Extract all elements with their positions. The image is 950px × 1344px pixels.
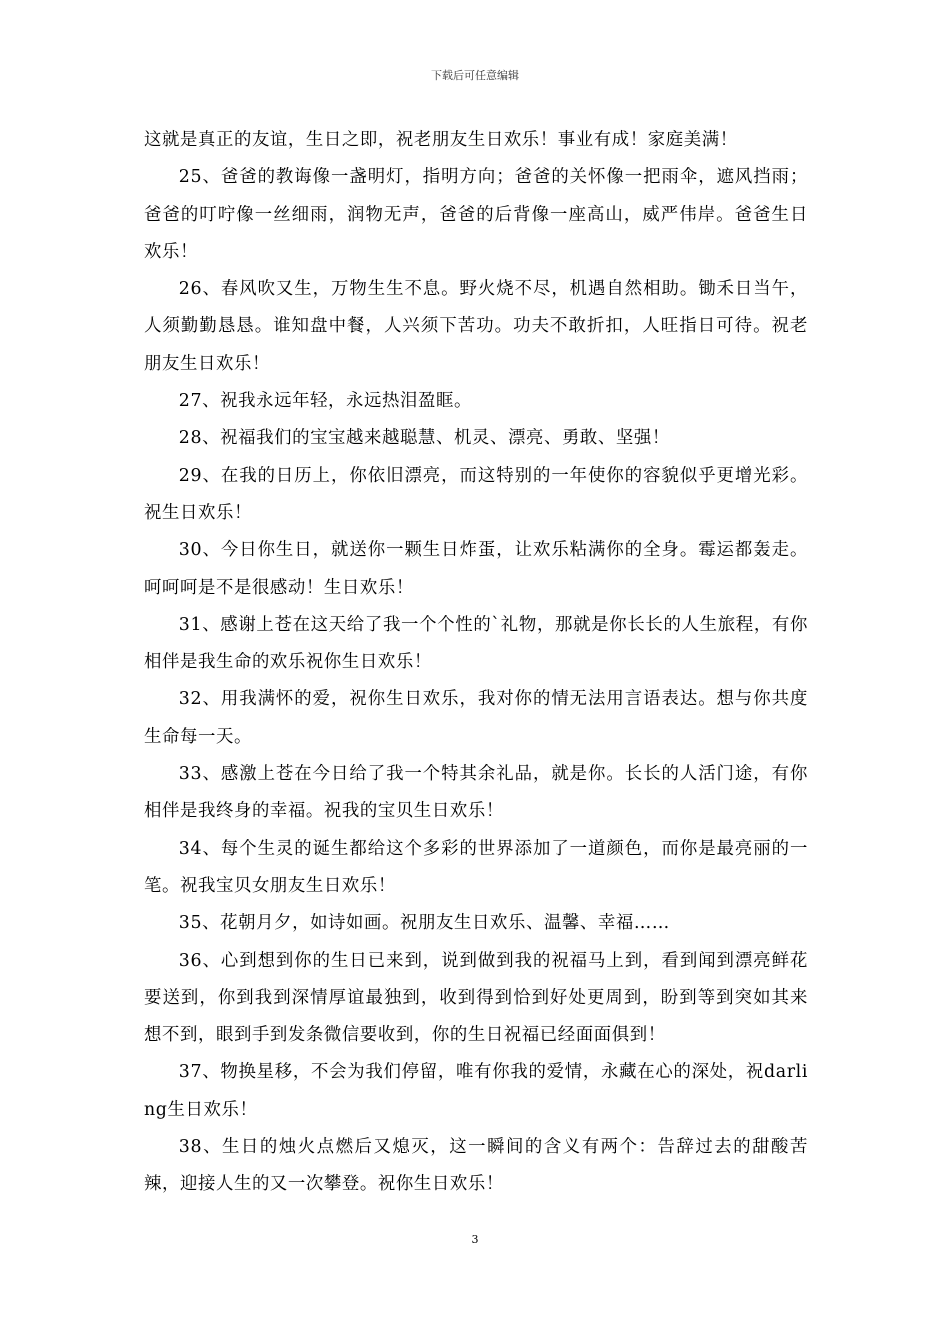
document-body — [144, 122, 808, 1204]
paragraph: 30、今日你生日，就送你一颗生日炸蛋，让欢乐粘满你的全身。霉运都轰走。呵呵呵是不是很感动！生日欢乐！ — [144, 540, 808, 598]
page-number: 3 — [471, 1233, 479, 1246]
paragraph: 25、爸爸的教诲像一盏明灯，指明方向；爸爸的关怀像一把雨伞，遮风挡雨；爸爸的叮咛像一丝细雨，润物无声，爸爸的后背像一座高山，威严伟岸。爸爸生日欢乐！ — [144, 167, 808, 262]
paragraph: 29、在我的日历上，你依旧漂亮，而这特别的一年使你的容貌似乎更增光彩。祝生日欢乐！ — [144, 465, 808, 523]
paragraph: 37、物换星移，不会为我们停留，唯有你我的爱情，永藏在心的深处，祝darling生日欢乐！ — [144, 1062, 808, 1120]
paragraph: 27、祝我永远年轻，永远热泪盈眶。 — [178, 391, 472, 412]
paragraph: 35、花朝月夕，如诗如画。祝朋友生日欢乐、温馨、幸福…… — [178, 913, 670, 934]
paragraph: 28、祝福我们的宝宝越来越聪慧、机灵、漂亮、勇敢、坚强！ — [178, 428, 670, 449]
paragraph: 这就是真正的友谊，生日之即，祝老朋友生日欢乐！事业有成！家庭美满！ — [144, 130, 738, 150]
page-header: 下载后可任意编辑 — [431, 69, 519, 82]
paragraph: 32、用我满怀的爱，祝你生日欢乐，我对你的情无法用言语表达。想与你共度生命每一天。 — [144, 689, 808, 747]
paragraph: 26、春风吹又生，万物生生不息。野火烧不尽，机遇自然相助。锄禾日当午，人须勤勤恳恳。谁知盘中餐，人兴须下苦功。功夫不敢折扣，人旺指日可待。祝老朋友生日欢乐！ — [144, 279, 808, 374]
paragraph: 38、生日的烛火点燃后又熄灭，这一瞬间的含义有两个：告辞过去的甜酸苦辣，迎接人生的又一次攀登。祝你生日欢乐！ — [144, 1137, 808, 1195]
paragraph: 36、心到想到你的生日已来到，说到做到我的祝福马上到，看到闻到漂亮鲜花要送到，你到我到深情厚谊最独到，收到得到恰到好处更周到，盼到等到突如其来想不到，眼到手到发条微信要收到，你的生日祝福已经面面俱到！ — [144, 950, 808, 1046]
paragraph: 31、感谢上苍在这天给了我一个个性的`礼物，那就是你长长的人生旅程，有你相伴是我生命的欢乐祝你生日欢乐！ — [144, 614, 808, 673]
paragraph: 33、感激上苍在今日给了我一个特其余礼品，就是你。长长的人活门途，有你相伴是我终身的幸福。祝我的宝贝生日欢乐！ — [144, 764, 808, 822]
paragraph: 34、每个生灵的诞生都给这个多彩的世界添加了一道颜色，而你是最亮丽的一笔。祝我宝贝女朋友生日欢乐！ — [144, 838, 808, 896]
